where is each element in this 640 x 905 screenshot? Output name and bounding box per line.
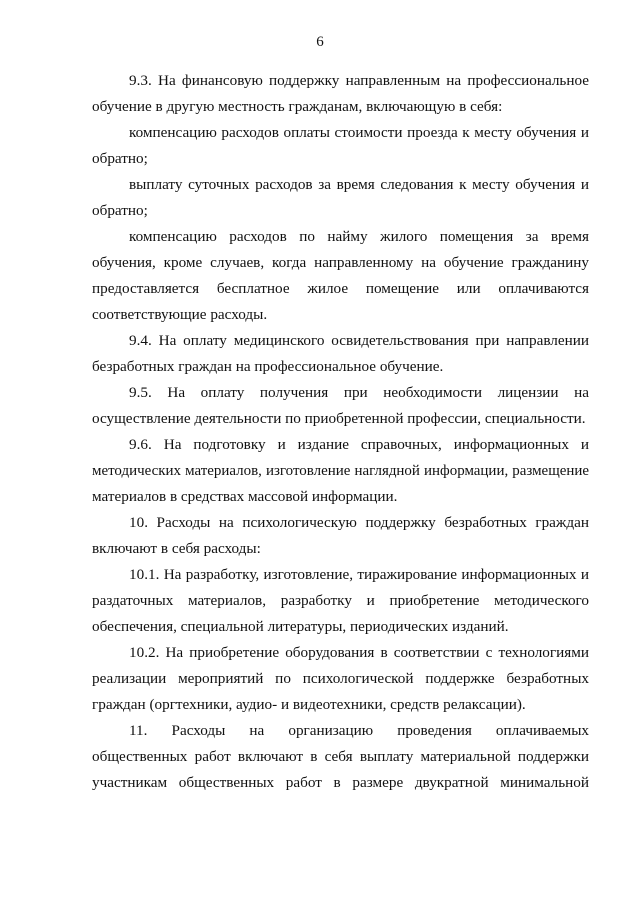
paragraph-9-6 [92,432,589,510]
text-line: 11. Расходы на организацию проведения оплачиваемых [129,722,589,739]
paragraph-daily-allowance [92,172,589,224]
text-line: реализации мероприятий по психологической поддержке безработных [92,670,589,687]
paragraph-9-4 [92,328,589,380]
paragraph-9-3 [92,68,589,120]
text-line: участникам общественных работ в размере двукратной минимальной [92,774,589,791]
text-line: соответствующие расходы. [92,306,268,323]
paragraph-10 [92,510,589,562]
text-line: 10.2. На приобретение оборудования в соответствии с технологиями [129,644,589,661]
text-line: обратно; [92,150,148,167]
text-line: безработных граждан на профессиональное обучение. [92,358,444,375]
text-line: методических материалов, изготовление наглядной информации, размещение [92,463,589,479]
text-line: обеспечения, специальной литературы, периодических изданий. [92,618,509,635]
text-line: обратно; [92,202,148,219]
text-line: раздаточных материалов, разработку и приобретение методического [92,592,589,609]
text-line: обучения, кроме случаев, когда направленному на обучение гражданину [92,254,589,271]
text-line: 10. Расходы на психологическую поддержку безработных граждан [129,514,589,531]
paragraph-housing [92,224,589,328]
document-body [92,68,589,796]
paragraph-compensation-travel [92,120,589,172]
text-line: 9.3. На финансовую поддержку направленным на профессиональное [129,72,589,89]
paragraph-11 [92,718,589,796]
text-line: обучение в другую местность гражданам, включающую в себя: [92,98,503,115]
page-number: 6 [316,34,324,50]
text-line: осуществление деятельности по приобретенной профессии, специальности. [92,410,586,427]
text-line: предоставляется бесплатное жилое помещение или оплачиваются [92,280,589,297]
text-line: компенсацию расходов оплаты стоимости проезда к месту обучения и [129,124,589,141]
text-line: включают в себя расходы: [92,540,261,557]
text-line: граждан (оргтехники, аудио- и видеотехники, средств релаксации). [92,696,526,713]
text-line: материалов в средствах массовой информации. [92,488,398,505]
paragraph-9-5 [92,380,589,432]
text-line: 9.6. На подготовку и издание справочных, информационных и [129,436,589,453]
paragraph-10-2 [92,640,589,718]
text-line: общественных работ включают в себя выплату материальной поддержки [92,748,589,765]
text-line: компенсацию расходов по найму жилого помещения за время [129,228,589,245]
text-line: 9.5. На оплату получения при необходимости лицензии на [129,384,589,401]
text-line: 9.4. На оплату медицинского освидетельствования при направлении [129,332,589,349]
text-line: 10.1. На разработку, изготовление, тиражирование информационных и [129,566,589,583]
paragraph-10-1 [92,562,589,640]
text-line: выплату суточных расходов за время следования к месту обучения и [129,176,589,193]
